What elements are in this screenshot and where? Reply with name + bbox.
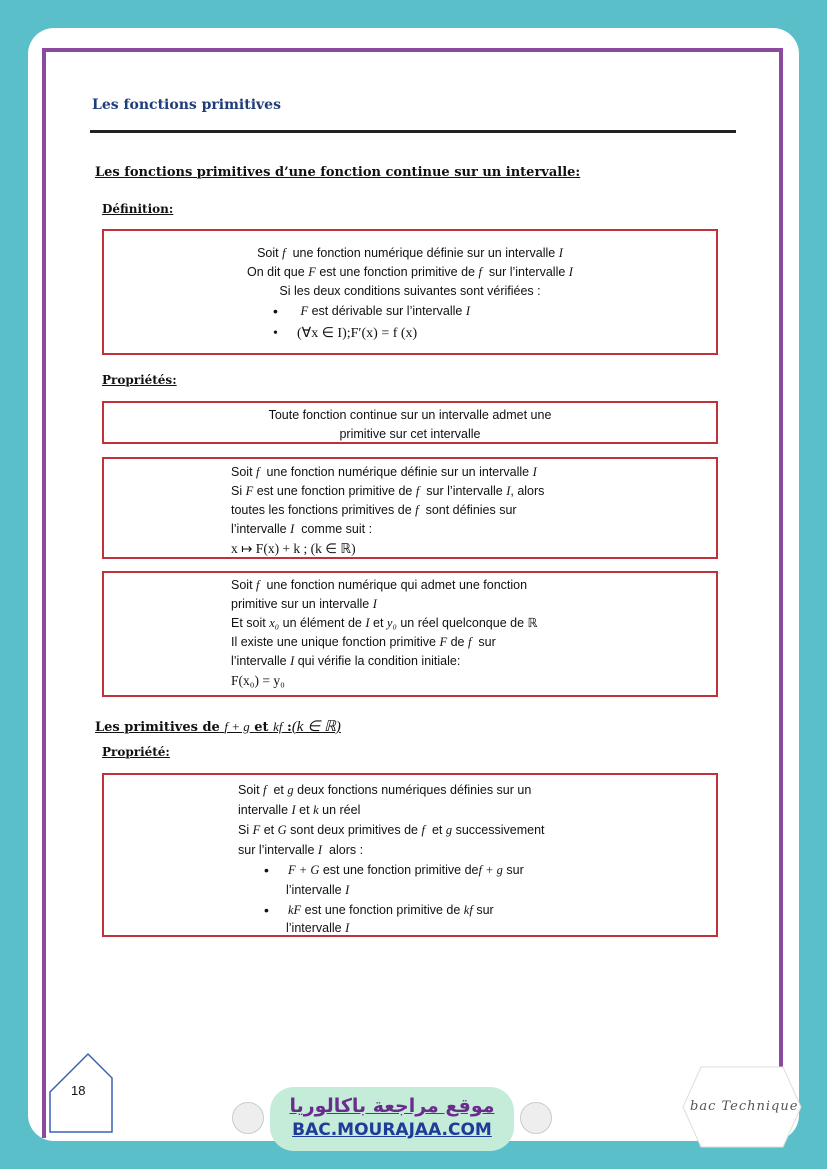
def-line-2: On dit que F est une fonction primitive de f sur l’intervalle I — [247, 265, 573, 279]
site-url-link[interactable]: BAC.MOURAJAA.COM — [292, 1120, 492, 1140]
definition-box — [102, 229, 718, 355]
section1-title: Les fonctions primitives d’une fonction continue sur un intervalle: — [95, 165, 581, 180]
def-bullet-2: • (∀x ∈ I);F′(x) = f (x) — [297, 324, 716, 343]
site-logo-left — [232, 1102, 264, 1134]
prop2-line-2: Si F est une fonction primitive de f sur l’intervalle I, alors — [231, 484, 545, 498]
property-label: Propriété: — [102, 745, 170, 759]
prop1-line-1: Toute fonction continue sur un intervalle admet une — [268, 408, 552, 422]
prop3-line-5: l’intervalle I qui vérifie la condition initiale: — [231, 654, 461, 668]
prop4-bullet-1: • F + G est une fonction primitive def + g sur — [288, 860, 716, 880]
page-number: 18 — [71, 1083, 86, 1098]
site-logo-right — [520, 1102, 552, 1134]
prop4-bullet-1-cont: l’intervalle I — [286, 883, 350, 897]
prop2-line-4: l’intervalle I comme suit : — [231, 522, 373, 536]
prop2-line-3: toutes les fonctions primitives de f sont définies sur — [231, 503, 517, 517]
prop4-line-3: Si F et G sont deux primitives de f et g successivement — [238, 823, 545, 837]
prop3-formula: F(x₀) = y₀ — [231, 673, 285, 688]
prop2-line-1: Soit f une fonction numérique définie sur un intervalle I — [231, 465, 537, 479]
prop4-bullet-2-cont: l’intervalle I — [286, 921, 350, 935]
def-bullet-1: • F est dérivable sur l’intervalle I — [297, 302, 716, 321]
property-box-3 — [102, 571, 718, 697]
prop3-line-3: Et soit x₀ un élément de I et y₀ un réel quelconque de ℝ — [231, 616, 538, 630]
property-box-1 — [102, 401, 718, 444]
def-line-1: Soit f une fonction numérique définie sur un intervalle I — [257, 246, 563, 260]
site-name-arabic: موقع مراجعة باكالوريا — [289, 1095, 495, 1117]
prop1-line-2: primitive sur cet intervalle — [339, 427, 481, 441]
properties-label: Propriétés: — [102, 373, 177, 387]
prop4-line-1: Soit f et g deux fonctions numériques définies sur un — [238, 783, 532, 797]
chapter-title: Les fonctions primitives — [92, 97, 281, 113]
prop3-line-4: Il existe une unique fonction primitive F de f sur — [231, 635, 496, 649]
property-box-4 — [102, 773, 718, 937]
title-divider — [90, 130, 736, 133]
def-line-3: Si les deux conditions suivantes sont vérifiées : — [279, 284, 541, 298]
stamp-text: bac Technique — [690, 1099, 799, 1114]
prop3-line-1: Soit f une fonction numérique qui admet une fonction — [231, 578, 528, 592]
property-box-2 — [102, 457, 718, 559]
definition-label: Définition: — [102, 202, 174, 216]
prop4-line-2: intervalle I et k un réel — [238, 803, 361, 817]
prop3-line-2: primitive sur un intervalle I — [231, 597, 377, 611]
section2-title: Les primitives de f + g et kf :(k ∈ ℝ) — [95, 719, 341, 735]
prop4-line-4: sur l’intervalle I alors : — [238, 843, 364, 857]
prop2-formula: x ↦ F(x) + k ; (k ∈ ℝ) — [231, 541, 356, 556]
prop4-bullet-2: • kF est une fonction primitive de kf sur — [288, 900, 716, 920]
site-banner[interactable] — [270, 1087, 514, 1151]
